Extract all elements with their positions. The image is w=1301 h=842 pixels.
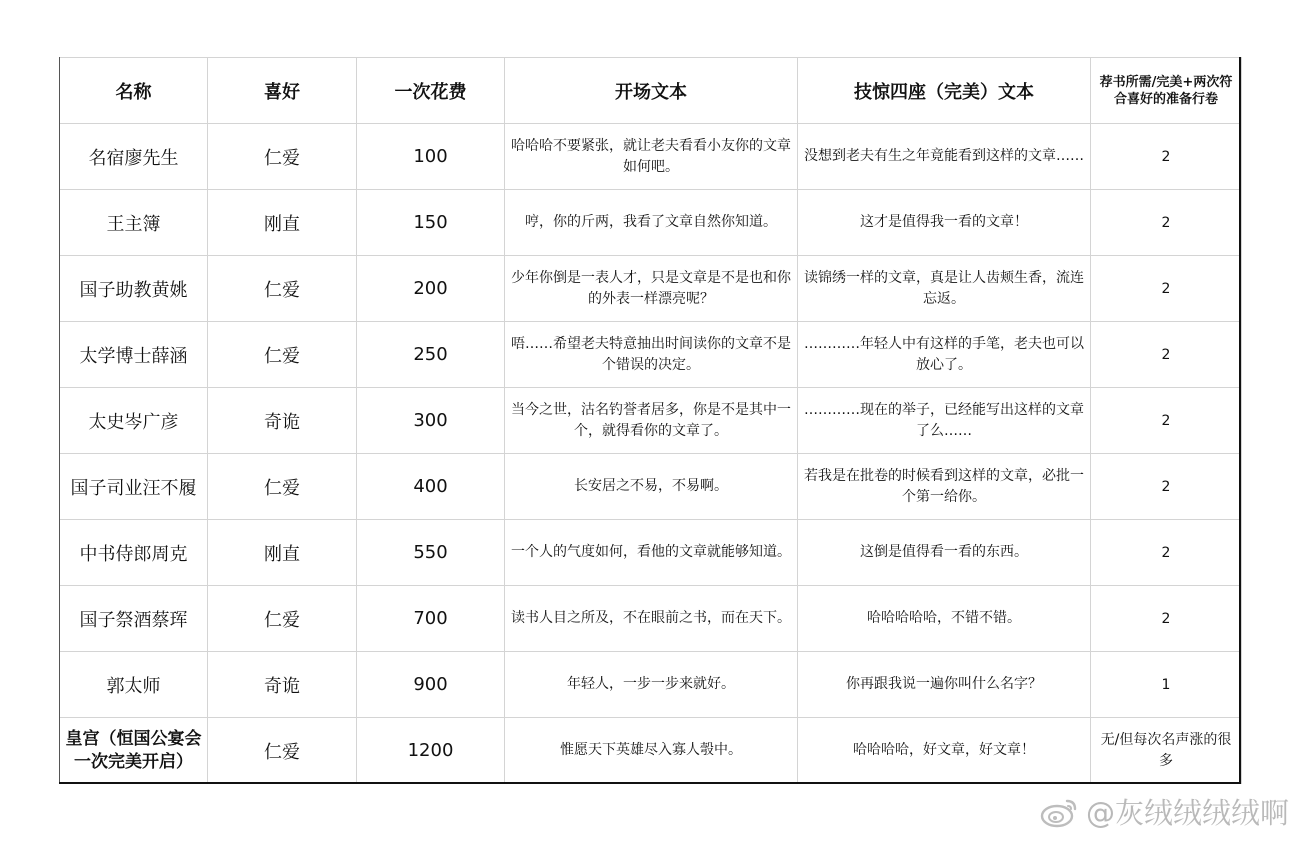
- table-row: [60, 652, 1242, 718]
- table-row: [60, 718, 1242, 784]
- cell-cost[interactable]: 100: [357, 124, 505, 190]
- data-table: [59, 57, 1242, 784]
- cell-requirement[interactable]: 2: [1091, 520, 1242, 586]
- cell-perfect-text[interactable]: 哈哈哈哈，好文章，好文章！: [798, 718, 1091, 784]
- cell-cost[interactable]: 250: [357, 322, 505, 388]
- table-row: [60, 190, 1242, 256]
- cell-like[interactable]: 刚直: [208, 520, 357, 586]
- cell-perfect-text[interactable]: 读锦绣一样的文章，真是让人齿颊生香，流连忘返。: [798, 256, 1091, 322]
- cell-perfect-text[interactable]: 这才是值得我一看的文章！: [798, 190, 1091, 256]
- cell-cost[interactable]: 300: [357, 388, 505, 454]
- cell-open-text[interactable]: 读书人目之所及，不在眼前之书，而在天下。: [505, 586, 798, 652]
- header-like[interactable]: 喜好: [208, 58, 357, 124]
- cell-perfect-text[interactable]: 这倒是值得看一看的东西。: [798, 520, 1091, 586]
- cell-requirement[interactable]: 2: [1091, 454, 1242, 520]
- table-row: [60, 454, 1242, 520]
- table-row: [60, 256, 1242, 322]
- watermark: [1040, 791, 1289, 832]
- cell-like[interactable]: 仁爱: [208, 586, 357, 652]
- cell-name[interactable]: 郭太师: [60, 652, 208, 718]
- cell-open-text[interactable]: 当今之世，沽名钓誉者居多，你是不是其中一个，就得看你的文章了。: [505, 388, 798, 454]
- cell-like[interactable]: 奇诡: [208, 388, 357, 454]
- cell-requirement[interactable]: 2: [1091, 586, 1242, 652]
- cell-cost[interactable]: 1200: [357, 718, 505, 784]
- cell-requirement[interactable]: 无/但每次名声涨的很多: [1091, 718, 1242, 784]
- cell-perfect-text[interactable]: …………年轻人中有这样的手笔，老夫也可以放心了。: [798, 322, 1091, 388]
- table-row: [60, 322, 1242, 388]
- cell-name[interactable]: 太学博士薛涵: [60, 322, 208, 388]
- header-name[interactable]: 名称: [60, 58, 208, 124]
- weibo-logo-icon: [1040, 796, 1080, 828]
- table-row: [60, 124, 1242, 190]
- header-cost[interactable]: 一次花费: [357, 58, 505, 124]
- cell-requirement[interactable]: 2: [1091, 322, 1242, 388]
- cell-cost[interactable]: 550: [357, 520, 505, 586]
- table-right-border: [1239, 57, 1241, 784]
- cell-like[interactable]: 仁爱: [208, 718, 357, 784]
- cell-cost[interactable]: 200: [357, 256, 505, 322]
- cell-requirement[interactable]: 2: [1091, 190, 1242, 256]
- cell-perfect-text[interactable]: 你再跟我说一遍你叫什么名字？: [798, 652, 1091, 718]
- watermark-text: @灰绒绒绒绒啊: [1085, 796, 1289, 830]
- header-row: [60, 58, 1242, 124]
- cell-name[interactable]: 皇宫（恒国公宴会一次完美开启）: [60, 718, 208, 784]
- cell-cost[interactable]: 900: [357, 652, 505, 718]
- cell-name[interactable]: 国子司业汪不履: [60, 454, 208, 520]
- table-bottom-border: [59, 782, 1241, 784]
- header-perfect-text[interactable]: 技惊四座（完美）文本: [798, 58, 1091, 124]
- cell-requirement[interactable]: 1: [1091, 652, 1242, 718]
- table-left-border: [59, 57, 60, 784]
- cell-like[interactable]: 仁爱: [208, 322, 357, 388]
- cell-open-text[interactable]: 一个人的气度如何，看他的文章就能够知道。: [505, 520, 798, 586]
- cell-open-text[interactable]: 惟愿天下英雄尽入寡人彀中。: [505, 718, 798, 784]
- cell-perfect-text[interactable]: 若我是在批卷的时候看到这样的文章，必批一个第一给你。: [798, 454, 1091, 520]
- header-open-text[interactable]: 开场文本: [505, 58, 798, 124]
- cell-open-text[interactable]: 少年你倒是一表人才，只是文章是不是也和你的外表一样漂亮呢？: [505, 256, 798, 322]
- cell-name[interactable]: 太史岑广彦: [60, 388, 208, 454]
- cell-open-text[interactable]: 哈哈哈不要紧张，就让老夫看看小友你的文章如何吧。: [505, 124, 798, 190]
- table-row: [60, 520, 1242, 586]
- cell-name[interactable]: 名宿廖先生: [60, 124, 208, 190]
- cell-name[interactable]: 国子祭酒蔡珲: [60, 586, 208, 652]
- table-row: [60, 586, 1242, 652]
- cell-open-text[interactable]: 哼，你的斤两，我看了文章自然你知道。: [505, 190, 798, 256]
- cell-cost[interactable]: 400: [357, 454, 505, 520]
- cell-open-text[interactable]: 年轻人，一步一步来就好。: [505, 652, 798, 718]
- cell-name[interactable]: 中书侍郎周克: [60, 520, 208, 586]
- header-requirement[interactable]: 荐书所需/完美+两次符合喜好的准备行卷: [1091, 58, 1242, 124]
- cell-like[interactable]: 刚直: [208, 190, 357, 256]
- cell-name[interactable]: 国子助教黄姚: [60, 256, 208, 322]
- cell-open-text[interactable]: 长安居之不易，不易啊。: [505, 454, 798, 520]
- cell-perfect-text[interactable]: 哈哈哈哈哈，不错不错。: [798, 586, 1091, 652]
- cell-perfect-text[interactable]: 没想到老夫有生之年竟能看到这样的文章……: [798, 124, 1091, 190]
- cell-requirement[interactable]: 2: [1091, 388, 1242, 454]
- cell-like[interactable]: 仁爱: [208, 454, 357, 520]
- cell-cost[interactable]: 700: [357, 586, 505, 652]
- cell-requirement[interactable]: 2: [1091, 124, 1242, 190]
- cell-perfect-text[interactable]: …………现在的举子，已经能写出这样的文章了么……: [798, 388, 1091, 454]
- table-row: [60, 388, 1242, 454]
- cell-open-text[interactable]: 唔……希望老夫特意抽出时间读你的文章不是个错误的决定。: [505, 322, 798, 388]
- cell-cost[interactable]: 150: [357, 190, 505, 256]
- cell-like[interactable]: 仁爱: [208, 256, 357, 322]
- cell-like[interactable]: 仁爱: [208, 124, 357, 190]
- cell-name[interactable]: 王主簿: [60, 190, 208, 256]
- cell-like[interactable]: 奇诡: [208, 652, 357, 718]
- cell-requirement[interactable]: 2: [1091, 256, 1242, 322]
